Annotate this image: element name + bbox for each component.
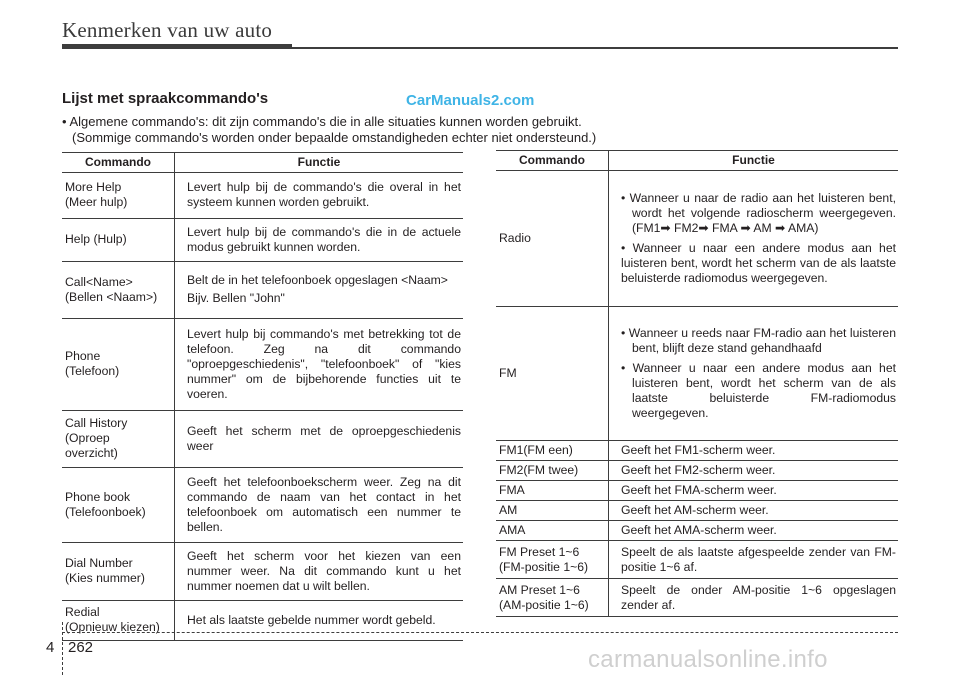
command-translation: (Telefoon) <box>65 364 120 378</box>
command-name: AM <box>499 503 518 517</box>
table-row <box>62 173 463 219</box>
command-translation: (Telefoonboek) <box>65 504 146 519</box>
table-row <box>62 468 463 543</box>
function-bullet: • Wanneer u naar een andere modus aan het luisteren bent, wordt het scherm van de als laatste beluisterde radiomodus weergegeven. <box>621 240 896 285</box>
page-number: 262 <box>68 639 94 656</box>
command-name: Redial <box>65 605 100 619</box>
command-cell <box>496 521 609 541</box>
table-header-row <box>496 151 898 171</box>
header-rule-thin <box>292 47 898 49</box>
column-header-functie: Functie <box>175 153 464 173</box>
table-row <box>62 601 463 641</box>
command-cell <box>62 319 175 411</box>
function-cell: Geeft het scherm voor het kiezen van een nummer weer. Na dit commando kunt u het nummer noemen dat u wilt bellen. <box>175 543 464 601</box>
command-name: Radio <box>499 230 531 245</box>
table-row <box>496 171 898 307</box>
command-cell <box>62 173 175 219</box>
command-cell <box>62 262 175 319</box>
command-table-right <box>496 150 898 617</box>
footer-divider <box>62 622 63 675</box>
function-cell: Geeft het AM-scherm weer. <box>609 501 899 521</box>
table-row <box>496 441 898 461</box>
command-name: Phone book <box>65 489 131 504</box>
command-translation: (FM-positie 1~6) <box>499 559 589 574</box>
command-name: FMA <box>499 483 525 497</box>
function-cell: Geeft het AMA-scherm weer. <box>609 521 899 541</box>
table-header-row <box>62 153 463 173</box>
column-header-commando: Commando <box>496 151 609 171</box>
table-row <box>62 411 463 468</box>
command-name: Call History <box>65 416 128 430</box>
function-bullet: • Wanneer u naar een andere modus aan het luisteren bent, wordt het scherm van de als laatste beluisterde FM-radiomodus weergegeven. <box>621 360 896 420</box>
footer-rule <box>62 632 898 633</box>
table-row <box>496 521 898 541</box>
table-row <box>62 543 463 601</box>
function-cell: Geeft het telefoonboekscherm weer. Zeg na dit commando de naam van het contact in het telefoonboek om automatisch een nummer te bellen. <box>175 468 464 543</box>
function-cell: Levert hulp bij de commando's die in de actuele modus gebruikt kunnen worden. <box>175 219 464 262</box>
watermark-top: CarManuals2.com <box>406 92 535 109</box>
function-cell: Speelt de als laatste afgespeelde zender van FM-positie 1~6 af. <box>609 541 899 579</box>
table-row <box>62 219 463 262</box>
command-cell <box>496 501 609 521</box>
function-bullet: • Wanneer u naar de radio aan het luisteren bent, wordt het volgende radioscherm weergegeven. (FM1➡ FM2➡ FMA ➡ AM ➡ AMA) <box>621 190 896 235</box>
function-cell: Speelt de onder AM-positie 1~6 opgeslagen zender af. <box>609 579 899 617</box>
function-cell: Geeft het scherm met de oproepgeschiedenis weer <box>175 411 464 468</box>
command-cell <box>62 219 175 262</box>
command-name: AM Preset 1~6 <box>499 582 580 597</box>
command-cell <box>496 461 609 481</box>
function-cell <box>175 262 464 319</box>
table-row <box>496 481 898 501</box>
function-cell: Levert hulp bij commando's met betrekking tot de telefoon. Zeg na dit commando "oproepgeschiedenis", "telefoonboek" of "kies nummer" om de bijbehorende functies uit te voeren. <box>175 319 464 411</box>
command-translation-cont: overzicht) <box>65 446 118 460</box>
command-name: FM2(FM twee) <box>499 463 579 477</box>
function-text: Belt de in het telefoonboek opgeslagen <Naam> <box>187 273 448 287</box>
command-name: FM <box>499 365 517 380</box>
command-name: AMA <box>499 523 526 537</box>
function-example: Bijv. Bellen "John" <box>187 291 285 305</box>
command-cell <box>62 543 175 601</box>
command-translation: (Opnieuw kiezen) <box>65 620 160 634</box>
function-cell: Levert hulp bij de commando's die overal in het systeem kunnen worden gebruikt. <box>175 173 464 219</box>
command-name: Phone <box>65 349 101 363</box>
section-title: Lijst met spraakcommando's <box>62 90 269 107</box>
table-row <box>496 461 898 481</box>
chapter-number: 4 <box>46 639 55 656</box>
intro-line-2: (Sommige commando's worden onder bepaalde omstandigheden echter niet ondersteund.) <box>72 130 597 145</box>
function-cell <box>609 171 899 307</box>
function-cell <box>609 307 899 441</box>
column-header-commando: Commando <box>62 153 175 173</box>
command-name: FM Preset 1~6 <box>499 544 580 559</box>
command-translation: (Kies nummer) <box>65 571 145 585</box>
table-row <box>496 307 898 441</box>
intro-text <box>62 114 596 146</box>
command-name: FM1(FM een) <box>499 443 573 457</box>
command-name: Dial Number <box>65 556 133 570</box>
function-cell: Het als laatste gebelde nummer wordt gebeld. <box>175 601 464 641</box>
watermark-bottom: carmanualsonline.info <box>588 646 828 673</box>
command-cell <box>62 411 175 468</box>
command-name: More Help <box>65 180 122 194</box>
command-cell <box>62 601 175 641</box>
column-header-functie: Functie <box>609 151 899 171</box>
table-row <box>496 541 898 579</box>
command-cell <box>496 579 609 617</box>
table-row <box>62 262 463 319</box>
command-cell <box>496 481 609 501</box>
table-row <box>496 501 898 521</box>
command-cell <box>62 468 175 543</box>
function-bullet: • Wanneer u reeds naar FM-radio aan het luisteren bent, blijft deze stand gehandhaafd <box>621 325 896 355</box>
command-name: Help (Hulp) <box>65 232 127 246</box>
command-translation: (Bellen <Naam>) <box>65 289 158 304</box>
command-name: Call<Name> <box>65 274 133 289</box>
command-translation: (Meer hulp) <box>65 195 128 209</box>
command-translation: (AM-positie 1~6) <box>499 597 589 612</box>
page-header-title: Kenmerken van uw auto <box>62 18 273 42</box>
command-cell <box>496 541 609 579</box>
table-row <box>62 319 463 411</box>
function-cell: Geeft het FM1-scherm weer. <box>609 441 899 461</box>
table-row <box>496 579 898 617</box>
command-cell <box>496 441 609 461</box>
header-rule-thick <box>62 44 292 49</box>
command-cell <box>496 307 609 441</box>
command-table-left <box>62 152 463 641</box>
function-cell: Geeft het FM2-scherm weer. <box>609 461 899 481</box>
command-translation: (Oproep <box>65 431 110 445</box>
command-cell <box>496 171 609 307</box>
function-cell: Geeft het FMA-scherm weer. <box>609 481 899 501</box>
intro-line-1: • Algemene commando's: dit zijn commando's die in alle situaties kunnen worden gebruikt. <box>62 114 582 129</box>
